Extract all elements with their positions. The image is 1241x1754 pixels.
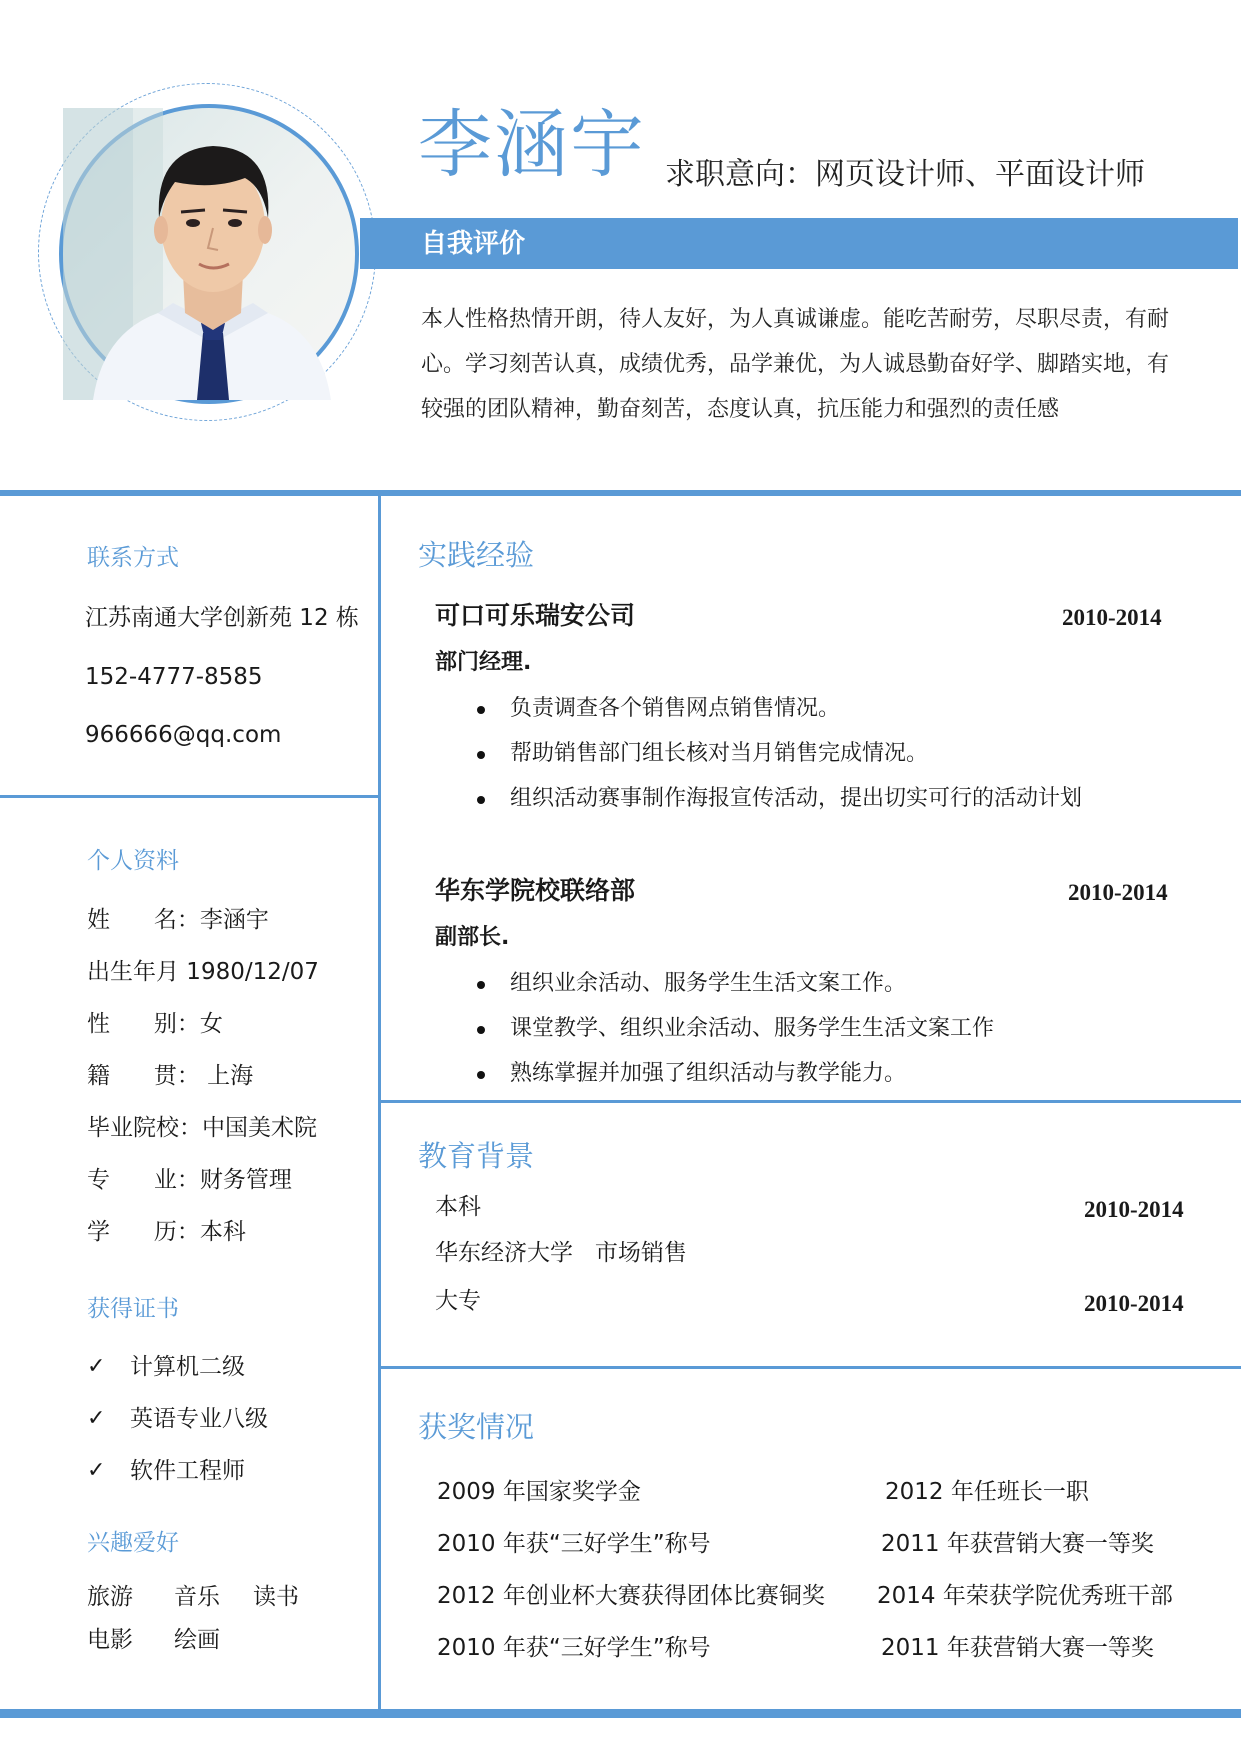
hobby-item: 读书 [253,1584,299,1610]
experience-bullet: 课堂教学、组织业余活动、服务学生生活文案工作 [510,1018,994,1040]
self-eval-title: 自我评价 [421,229,526,259]
hobby-item: 音乐 [174,1584,220,1610]
experience-years: 2010-2014 [1062,605,1162,630]
hobbies-title: 兴趣爱好 [87,1530,179,1556]
experience-title: 实践经验 [418,538,535,572]
profile-school: 毕业院校：中国美术院 [87,1115,317,1141]
experience-divider [378,1100,1241,1103]
experience-bullet: 负责调查各个销售网点销售情况。 [510,698,840,720]
awards-title: 获奖情况 [418,1410,535,1444]
education-years: 2010-2014 [1084,1291,1184,1316]
education-degree: 本科 [435,1194,481,1220]
profile-major: 专 业：财务管理 [87,1167,292,1193]
education-title: 教育背景 [418,1139,535,1173]
contact-divider [0,795,378,798]
certificates-title: 获得证书 [87,1296,179,1322]
education-degree: 大专 [435,1288,481,1314]
check-icon: ✓ [87,1354,106,1379]
award-item: 2014 年荣获学院优秀班干部 [877,1583,1173,1609]
profile-gender: 性 别：女 [87,1011,223,1037]
self-eval-text: 本人性格热情开朗，待人友好，为人真诚谦虚。能吃苦耐劳，尽职尽责，有耐心。学习刻苦认真，成绩优秀，品学兼优，为人诚恳勤奋好学、脚踏实地，有较强的团队精神，勤奋刻苦，态度认真，抗压能力和强烈的责任感 [421,307,1170,422]
job-intent: 求职意向：网页设计师、平面设计师 [665,157,1145,192]
hobby-item: 电影 [87,1627,133,1653]
contact-phone: 152-4777-8585 [85,664,263,690]
profile-birth: 出生年月 1980/12/07 [87,959,319,985]
award-item: 2012 年任班长一职 [885,1479,1089,1505]
bullet-dot-icon [477,751,485,759]
profile-title: 个人资料 [87,848,179,874]
experience-bullet: 组织活动赛事制作海报宣传活动，提出切实可行的活动计划 [510,788,1082,810]
award-item: 2009 年国家奖学金 [437,1479,641,1505]
contact-email: 966666@qq.com [85,722,282,748]
award-item: 2010 年获“三好学生”称号 [437,1635,711,1661]
check-icon: ✓ [87,1458,106,1483]
experience-role: 部门经理. [435,650,532,675]
experience-company: 华东学院校联络部 [435,876,636,905]
experience-bullet: 组织业余活动、服务学生生活文案工作。 [510,973,906,995]
experience-bullet: 帮助销售部门组长核对当月销售完成情况。 [510,743,928,765]
hobby-item: 旅游 [87,1584,133,1610]
bullet-dot-icon [477,706,485,714]
award-item: 2011 年获营销大赛一等奖 [881,1635,1154,1661]
contact-address: 江苏南通大学创新苑 12 栋 [85,605,359,631]
contact-title: 联系方式 [87,545,179,571]
education-years: 2010-2014 [1084,1197,1184,1222]
award-item: 2012 年创业杯大赛获得团体比赛铜奖 [437,1583,825,1609]
award-item: 2010 年获“三好学生”称号 [437,1531,711,1557]
education-divider [378,1366,1241,1369]
profile-origin: 籍 贯： 上海 [87,1063,254,1089]
certificate-item: 软件工程师 [130,1458,245,1484]
profile-name: 姓 名：李涵宇 [87,907,269,933]
check-icon: ✓ [87,1406,106,1431]
bottom-divider [0,1709,1241,1718]
hobby-item: 绘画 [174,1627,220,1653]
bullet-dot-icon [477,1026,485,1034]
candidate-name: 李涵宇 [418,102,646,188]
experience-bullet: 熟练掌握并加强了组织活动与教学能力。 [510,1063,906,1085]
profile-degree: 学 历：本科 [87,1219,246,1245]
profile-photo [59,104,359,404]
award-item: 2011 年获营销大赛一等奖 [881,1531,1154,1557]
certificate-item: 英语专业八级 [130,1406,268,1432]
bullet-dot-icon [477,796,485,804]
bullet-dot-icon [477,1071,485,1079]
bullet-dot-icon [477,981,485,989]
education-detail: 华东经济大学 市场销售 [435,1240,687,1266]
experience-role: 副部长. [435,925,510,950]
certificate-item: 计算机二级 [130,1354,245,1380]
top-divider [0,490,1241,496]
experience-years: 2010-2014 [1068,880,1168,905]
person-avatar-icon [63,108,355,400]
experience-company: 可口可乐瑞安公司 [435,601,636,630]
